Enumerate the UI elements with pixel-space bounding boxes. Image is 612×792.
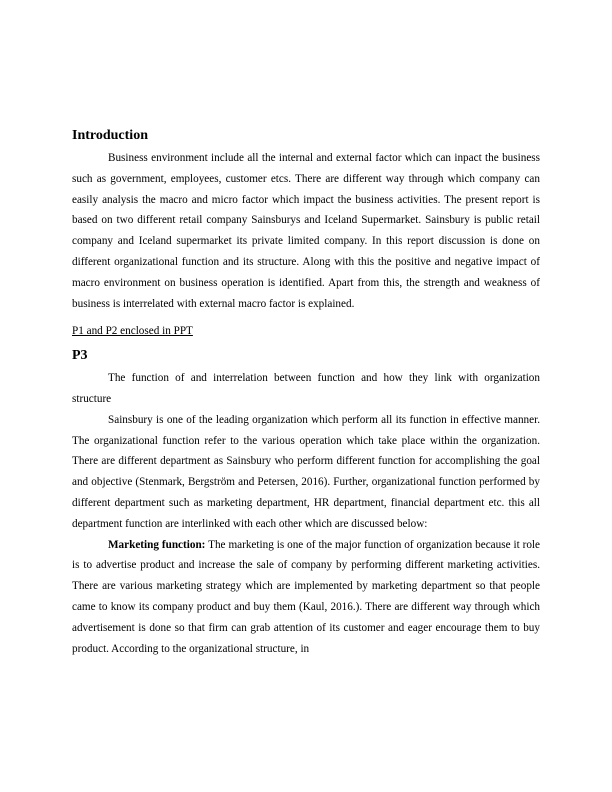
p3-heading: P3 <box>72 348 88 364</box>
document-body <box>72 126 540 659</box>
marketing-function-text: The marketing is one of the major function of organization because it role is to advertise product and increase the sale of company by performing different marketing activities. There are various marketing strategy which are implemented by marketing department so that people came to know its company product and buy them (Kaul, 2016.). There are different way through which advertisement is done so that firm can grab attention of its customer and eager encourage them to buy product. According to the organizational structure, in <box>72 538 541 655</box>
introduction-paragraph: Business environment include all the internal and external factor which can inpact the business such as government, employees, customer etcs. There are different way through which company can easily analysis the macro and micro factor which impact the business activities. The present report is based on two different retail company Sainsburys and Iceland Supermarket. Sainsbury is public retail company and Iceland supermarket its private limited company. In this report discussion is done on different organizational function and its structure. Along with this the positive and negative impact of macro environment on business operation is identified. Apart from this, the strength and weakness of business is interrelated with external macro factor is explained. <box>72 152 540 310</box>
marketing-function-label: Marketing function: <box>108 538 206 551</box>
ppt-enclosure-note: P1 and P2 enclosed in PPT <box>72 325 193 338</box>
marketing-function-paragraph <box>72 535 540 660</box>
p3-intro-line: The function of and interrelation between function and how they link with organization structure <box>72 372 540 405</box>
p3-paragraph: Sainsbury is one of the leading organization which perform all its function in effective manner. The organizational function refer to the various operation which take place within the organization. There are different department as Sainsbury who perform different function for accomplishing the goal and objective (Stenmark, Bergström and Petersen, 2016). Further, organizational function performed by different department such as marketing department, HR department, financial department etc. this all department function are interlinked with each other which are discussed below: <box>72 413 540 530</box>
introduction-heading: Introduction <box>72 128 148 143</box>
